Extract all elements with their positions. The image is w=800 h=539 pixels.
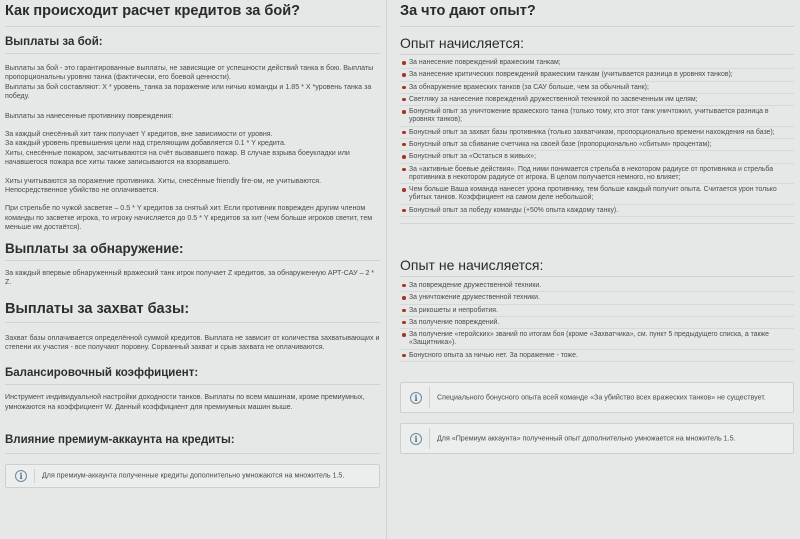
bullet-icon [402, 98, 406, 102]
bullet-icon [402, 143, 406, 147]
notgiven-list [400, 282, 794, 362]
experience-section [392, 0, 800, 539]
bullet-icon [402, 209, 406, 213]
divider [5, 322, 380, 323]
spot-text: За каждый впервые обнаруженный вражеский танк игрок получает Z кредитов, за обнаруженную АРТ-САУ – 2 * Z. [5, 268, 375, 287]
divider [5, 453, 380, 454]
divider [5, 384, 380, 385]
list-item-text: Бонусного опыта за ничью нет. За поражение - тоже. [409, 351, 578, 359]
list-item [400, 84, 794, 94]
list-item-text: За получение «геройских» званий по итогам боя (кроме «Захватчика», см. пункт 5 предыдущего списка, а также «Защитника»). [409, 331, 769, 347]
list-item-text: За нанесение критических повреждений вражеским танкам (учитывается разница в уровнях танков); [409, 71, 733, 79]
list-item-text: Бонусный опыт за уничтожение вражеского танка (только тому, кто этот танк уничтожил, учитывается разница в уровнях танков); [409, 108, 769, 124]
experience-given-box [400, 35, 794, 224]
list-item-text: Бонусный опыт за сбивание счетчика на своей базе (пропорционально «сбитым» процентам); [409, 140, 712, 148]
list-item-text: За получение повреждений. [409, 318, 500, 326]
bullet-icon [402, 110, 406, 114]
balance-heading: Балансировочный коэффициент: [5, 367, 199, 380]
list-item-text: За нанесение повреждений вражеским танкам; [409, 59, 561, 66]
payouts-text: Выплаты за бой - это гарантированные выплаты, не зависящие от успешности действий танка в бою. Выплаты пропорциональны уровню танка (фактически, его боевой ценности). [5, 64, 374, 82]
bullet-icon [402, 131, 406, 135]
list-item-text: За рикошеты и непробития. [409, 306, 498, 314]
divider [5, 260, 380, 261]
list-item [400, 352, 794, 362]
list-item-text: За «активные боевые действия». Под ними понимается стрельба в некотором радиусе от противника и стрельба противника в некотором радиусе от игрока. В целом получается немного, но влияет; [409, 165, 774, 181]
bullet-icon [402, 61, 406, 65]
capture-heading: Выплаты за захват базы: [5, 300, 190, 317]
list-item [400, 319, 794, 329]
given-heading: Опыт начисляется: [400, 35, 524, 51]
team-bonus-info-box [400, 382, 794, 413]
premium-exp-info-text: Для «Премиум аккаунта» полученный опыт дополнительно умножается на множитель 1.5. [437, 433, 736, 442]
list-item [400, 71, 794, 81]
list-item-text: За обнаружение вражеских танков (за САУ больше, чем за обычный танк); [409, 83, 649, 91]
divider [5, 26, 380, 27]
info-separator [429, 428, 430, 449]
spot-heading: Выплаты за обнаружение: [5, 240, 184, 256]
bullet-icon [402, 296, 406, 300]
bullet-icon [402, 155, 406, 159]
list-item [400, 96, 794, 106]
experience-notgiven-box [400, 257, 794, 362]
list-item [400, 282, 794, 292]
list-item [400, 331, 794, 350]
column-divider [386, 0, 387, 539]
bullet-icon [402, 354, 406, 358]
list-item [400, 186, 794, 205]
bullet-icon [402, 284, 406, 288]
info-icon: i [15, 470, 27, 482]
list-item [400, 129, 794, 139]
payouts-text: За каждый снесённый хит танк получает Y кредитов, вне зависимости от уровня. [5, 130, 273, 139]
credits-section [0, 0, 386, 539]
list-item-text: Бонусный опыт за захват базы противника (только захватчикам, пропорционально времени нахождения на базе); [409, 128, 775, 136]
list-item [400, 141, 794, 151]
bullet-icon [402, 309, 406, 313]
bullet-icon [402, 321, 406, 325]
list-item-text: Бонусный опыт за победу команды (+50% опыта каждому танку). [409, 206, 619, 214]
bullet-icon [402, 333, 406, 337]
payouts-text: Выплаты за бой составляют: X * уровень_танка за поражение или ничью команды и 1.85 * X *уровень танка за победу. [5, 82, 372, 101]
list-item-text: Светляку за нанесение повреждений дружественной техникой по засвеченным им целям; [409, 95, 698, 103]
payouts-text: Хиты учитываются за поражение противника. Хиты, снесённые friendly fire-ом, не учитываются. Непосредственное убийство не оплачивается. [5, 176, 322, 195]
list-item-text: Бонусный опыт за «Остаться в живых»; [409, 153, 537, 161]
payouts-text: При стрельбе по чужой засветке – 0.5 * Y кредитов за снятый хит. Если противник поврежден другим членом команды по засветке игрока, то игроку начисляется до 0.5 * Y кредитов за хит (чем больше игроков светит, тем меньше им достаётся). [5, 204, 373, 232]
premium-exp-info-box [400, 423, 794, 454]
list-item [400, 207, 794, 217]
experience-title: За что дают опыт? [400, 3, 536, 19]
list-item-text: За уничтожение дружественной техники. [409, 294, 540, 302]
list-item [400, 294, 794, 304]
list-item [400, 108, 794, 127]
divider [5, 53, 380, 54]
notgiven-heading: Опыт не начисляется: [400, 256, 544, 273]
payouts-text: Выплаты за нанесенные противнику повреждения: [5, 111, 174, 120]
divider [400, 276, 794, 277]
info-separator [34, 469, 35, 483]
balance-text: Инструмент индивидуальной настройки доходности танков. Выплаты по всем машинам, кроме премиумных, умножаются на коэффициент W. Данный коэффициент для премиумных машин выше. [5, 393, 365, 411]
credits-title: Как происходит расчет кредитов за бой? [5, 3, 300, 19]
bullet-icon [402, 73, 406, 77]
team-bonus-info-text: Специального бонусного опыта всей команде «За убийство всех вражеских танков» не существует. [437, 392, 766, 401]
bullet-icon [402, 168, 406, 172]
payouts-text: Хиты, снесённые пожаром, засчитываются на счёт вызвавшего пожар. В случае взрыва боеукладки или начавшегося пожара все хиты также записываются на взорвавшего. [5, 148, 350, 167]
list-item [400, 307, 794, 317]
info-icon: i [410, 392, 422, 404]
premium-heading: Влияние премиум-аккаунта на кредиты: [5, 434, 235, 447]
premium-credits-info-text: Для премиум-аккаунта полученные кредиты дополнительно умножаются на множитель 1.5. [42, 471, 345, 480]
list-item [400, 153, 794, 163]
list-item-text: Чем больше Ваша команда нанесет урона противнику, тем больше каждый получит опыта. Считается урон только убитых танков. Коэффициент на самом деле небольшой; [409, 186, 777, 202]
payouts-heading: Выплаты за бой: [5, 36, 103, 48]
info-icon: i [410, 433, 422, 445]
bullet-icon [402, 86, 406, 90]
list-item-text: За повреждение дружественной техники. [409, 281, 542, 289]
payouts-text: За каждый уровень превышения цели над стреляющим добавляется 0.1 * Y кредита. [5, 139, 286, 148]
capture-text: Захват базы оплачивается определённой суммой кредитов. Выплата не зависит от количества захватывающих и степени их участия - все получают поровну. Сорванный захват и срыв захвата не оплачиваются. [5, 333, 380, 351]
divider [400, 54, 794, 55]
premium-credits-info-box [5, 464, 380, 488]
list-item [400, 59, 794, 69]
given-list [400, 59, 794, 217]
divider [400, 26, 794, 27]
info-separator [429, 387, 430, 408]
list-item [400, 166, 794, 185]
bullet-icon [402, 188, 406, 192]
